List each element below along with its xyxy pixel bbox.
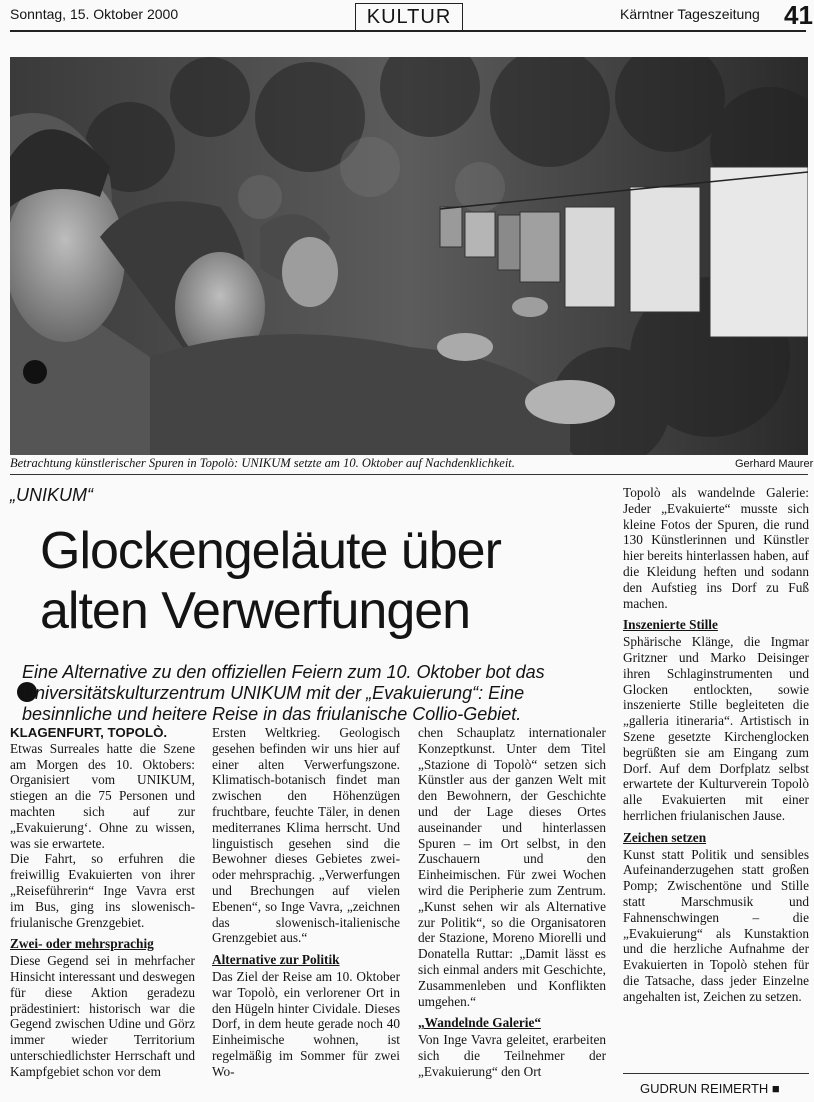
subheading: Inszenierte Stille [623,617,718,633]
subheading: Zwei- oder mehrsprachig [10,936,154,952]
paragraph: Topolò als wandelnde Galerie: Jeder „Evakuierte“ musste sich kleine Fotos der Spuren, die rund 130 Künstlerinnen und Künstler hier bereits hinterlassen haben, auf die Kleidung heften und sodann den Aufstieg ins Dorf zu Fuß machen. [623,485,809,611]
section-label: KULTUR [355,3,463,31]
article-column-3 [418,725,606,1080]
subheading: Zeichen setzen [623,829,707,845]
page-number: 41 [784,0,813,30]
paragraph: Von Inge Vavra geleitet, erarbeiten sich die Teilnehmer der „Evakuierung“ den Ort [418,1032,606,1079]
article-column-1 [10,725,195,1080]
article-kicker: „UNIKUM“ [10,485,93,505]
paragraph: Sphärische Klänge, die Ingmar Gritzner und Marko Deisinger ihren Schlaginstrumenten und Glocken entlockten, sowie inszenierte Stille begleiteten die „galleria itineraria“. Artistisch in Szene gesetzte Kirchenglocken begrüßten sie am Eingang zum Dorf. Auf dem Dorfplatz selbst erwartete der Kulturverein Topolò alle Evakuierten mit einer herrlichen friulanischen Jause. [623,634,809,823]
signature-rule [623,1073,809,1074]
paragraph: Ersten Weltkrieg. Geologisch gesehen befinden wir uns hier auf einer alten Verwerfungszone. Klimatisch-botanisch findet man zwischen den Höhenzügen fruchtbare, feuchte Täler, in denen mediterranes Klima herrscht. Und linguistisch gesehen sind die Bewohner dieses Gebietes zwei- oder mehrsprachig. „Verwerfungen und Brechungen auf vielen Ebenen“, so Inge Vavra, „zeichnen das slowenisch-italienische Grenzgebiet aus.“ [212,725,400,946]
header-rule [10,30,806,32]
issue-date: Sonntag, 15. Oktober 2000 [10,6,179,22]
article-photo [10,57,808,455]
paragraph: Kunst statt Politik und sensibles Aufeinanderzugehen statt großen Pomp; Zwischentöne und Stille statt Marschmusik und Fahnenschwingen – die „Evakuierung“ als Kunstaktion und die herzliche Aufnahme der Evakuierten in Topolò stehen für die Tatsache, dass jeder Einzelne angehalten ist, Zeichen zu setzen. [623,846,809,1004]
newspaper-name: Kärntner Tageszeitung [620,6,760,22]
paragraph: Etwas Surreales hatte die Szene am Morgen des 10. Oktobers: Organisiert vom UNIKUM, stiegen an die 75 Personen und machten sich auf zur „Evakuierung‘. Ohne zu wissen, was sie erwartete. [10,740,195,851]
photo-caption: Betrachtung künstlerischer Spuren in Topolò: UNIKUM setzte am 10. Oktober auf Nachdenklichkeit. [10,456,515,470]
subheading: „Wandelnde Galerie“ [418,1015,541,1031]
headline-line-1: Glockengeläute über [40,522,501,580]
paragraph: chen Schauplatz internationaler Konzeptkunst. Unter dem Titel „Stazione di Topolò“ setzen sich Künstler aus der ganzen Welt mit den Bewohnern, der Geschichte und der Lage dieses Ortes auseinander und hinterlassen Spuren – im Ort selbst, in den Zuschauern und den Einheimischen. Für zwei Wochen wird die Peripherie zum Zentrum. „Kunst sehen wir als Alternative zur Politik“, so die Organisatoren der Stazione, Moreno Miorelli und Donatella Ruttar: „Damit lässt es sich einmal anders mit Geschichte, Zusammenleben und Konflikten umgehen.“ [418,725,606,1009]
dateline: KLAGENFURT, TOPOLÒ. [10,725,168,740]
paragraph: Die Fahrt, so erfuhren die freiwillig Evakuierten von ihrer „Reiseführerin“ Inge Vavra erst im Bus, ging ins slowenisch-friulanische Grenzgebiet. [10,851,195,930]
caption-rule [10,474,808,475]
photo-credit: Gerhard Maurer [735,458,814,470]
subheading: Alternative zur Politik [212,952,340,968]
photo-illustration [10,57,808,455]
headline-line-2: alten Verwerfungen [40,582,471,640]
article-column-2 [212,725,400,1080]
author-signature: GUDRUN REIMERTH ■ [640,1081,780,1096]
article-subhead: Eine Alternative zu den offiziellen Feiern zum 10. Oktober bot das Universitätskulturzentrum UNIKUM mit der „Evakuierung“: Eine besinnliche und heitere Reise in das friulanische Collio-Gebiet. [22,662,545,724]
article-column-4 [623,485,809,1005]
paragraph: Diese Gegend sei in mehrfacher Hinsicht interessant und deswegen für diese Aktion geradezu prädestiniert: historisch war die Gegend zwischen Udine und Görz immer wieder Territorium unterschiedlichster Herrschaft und Kampfgebiet schon vor dem [10,953,195,1079]
paragraph: Das Ziel der Reise am 10. Oktober war Topolò, ein verlorener Ort in den Hügeln hinter Cividale. Dieses Dorf, in dem heute gerade noch 40 Einheimische wohnen, ist regelmäßig im Sommer für zwei Wo- [212,968,400,1079]
